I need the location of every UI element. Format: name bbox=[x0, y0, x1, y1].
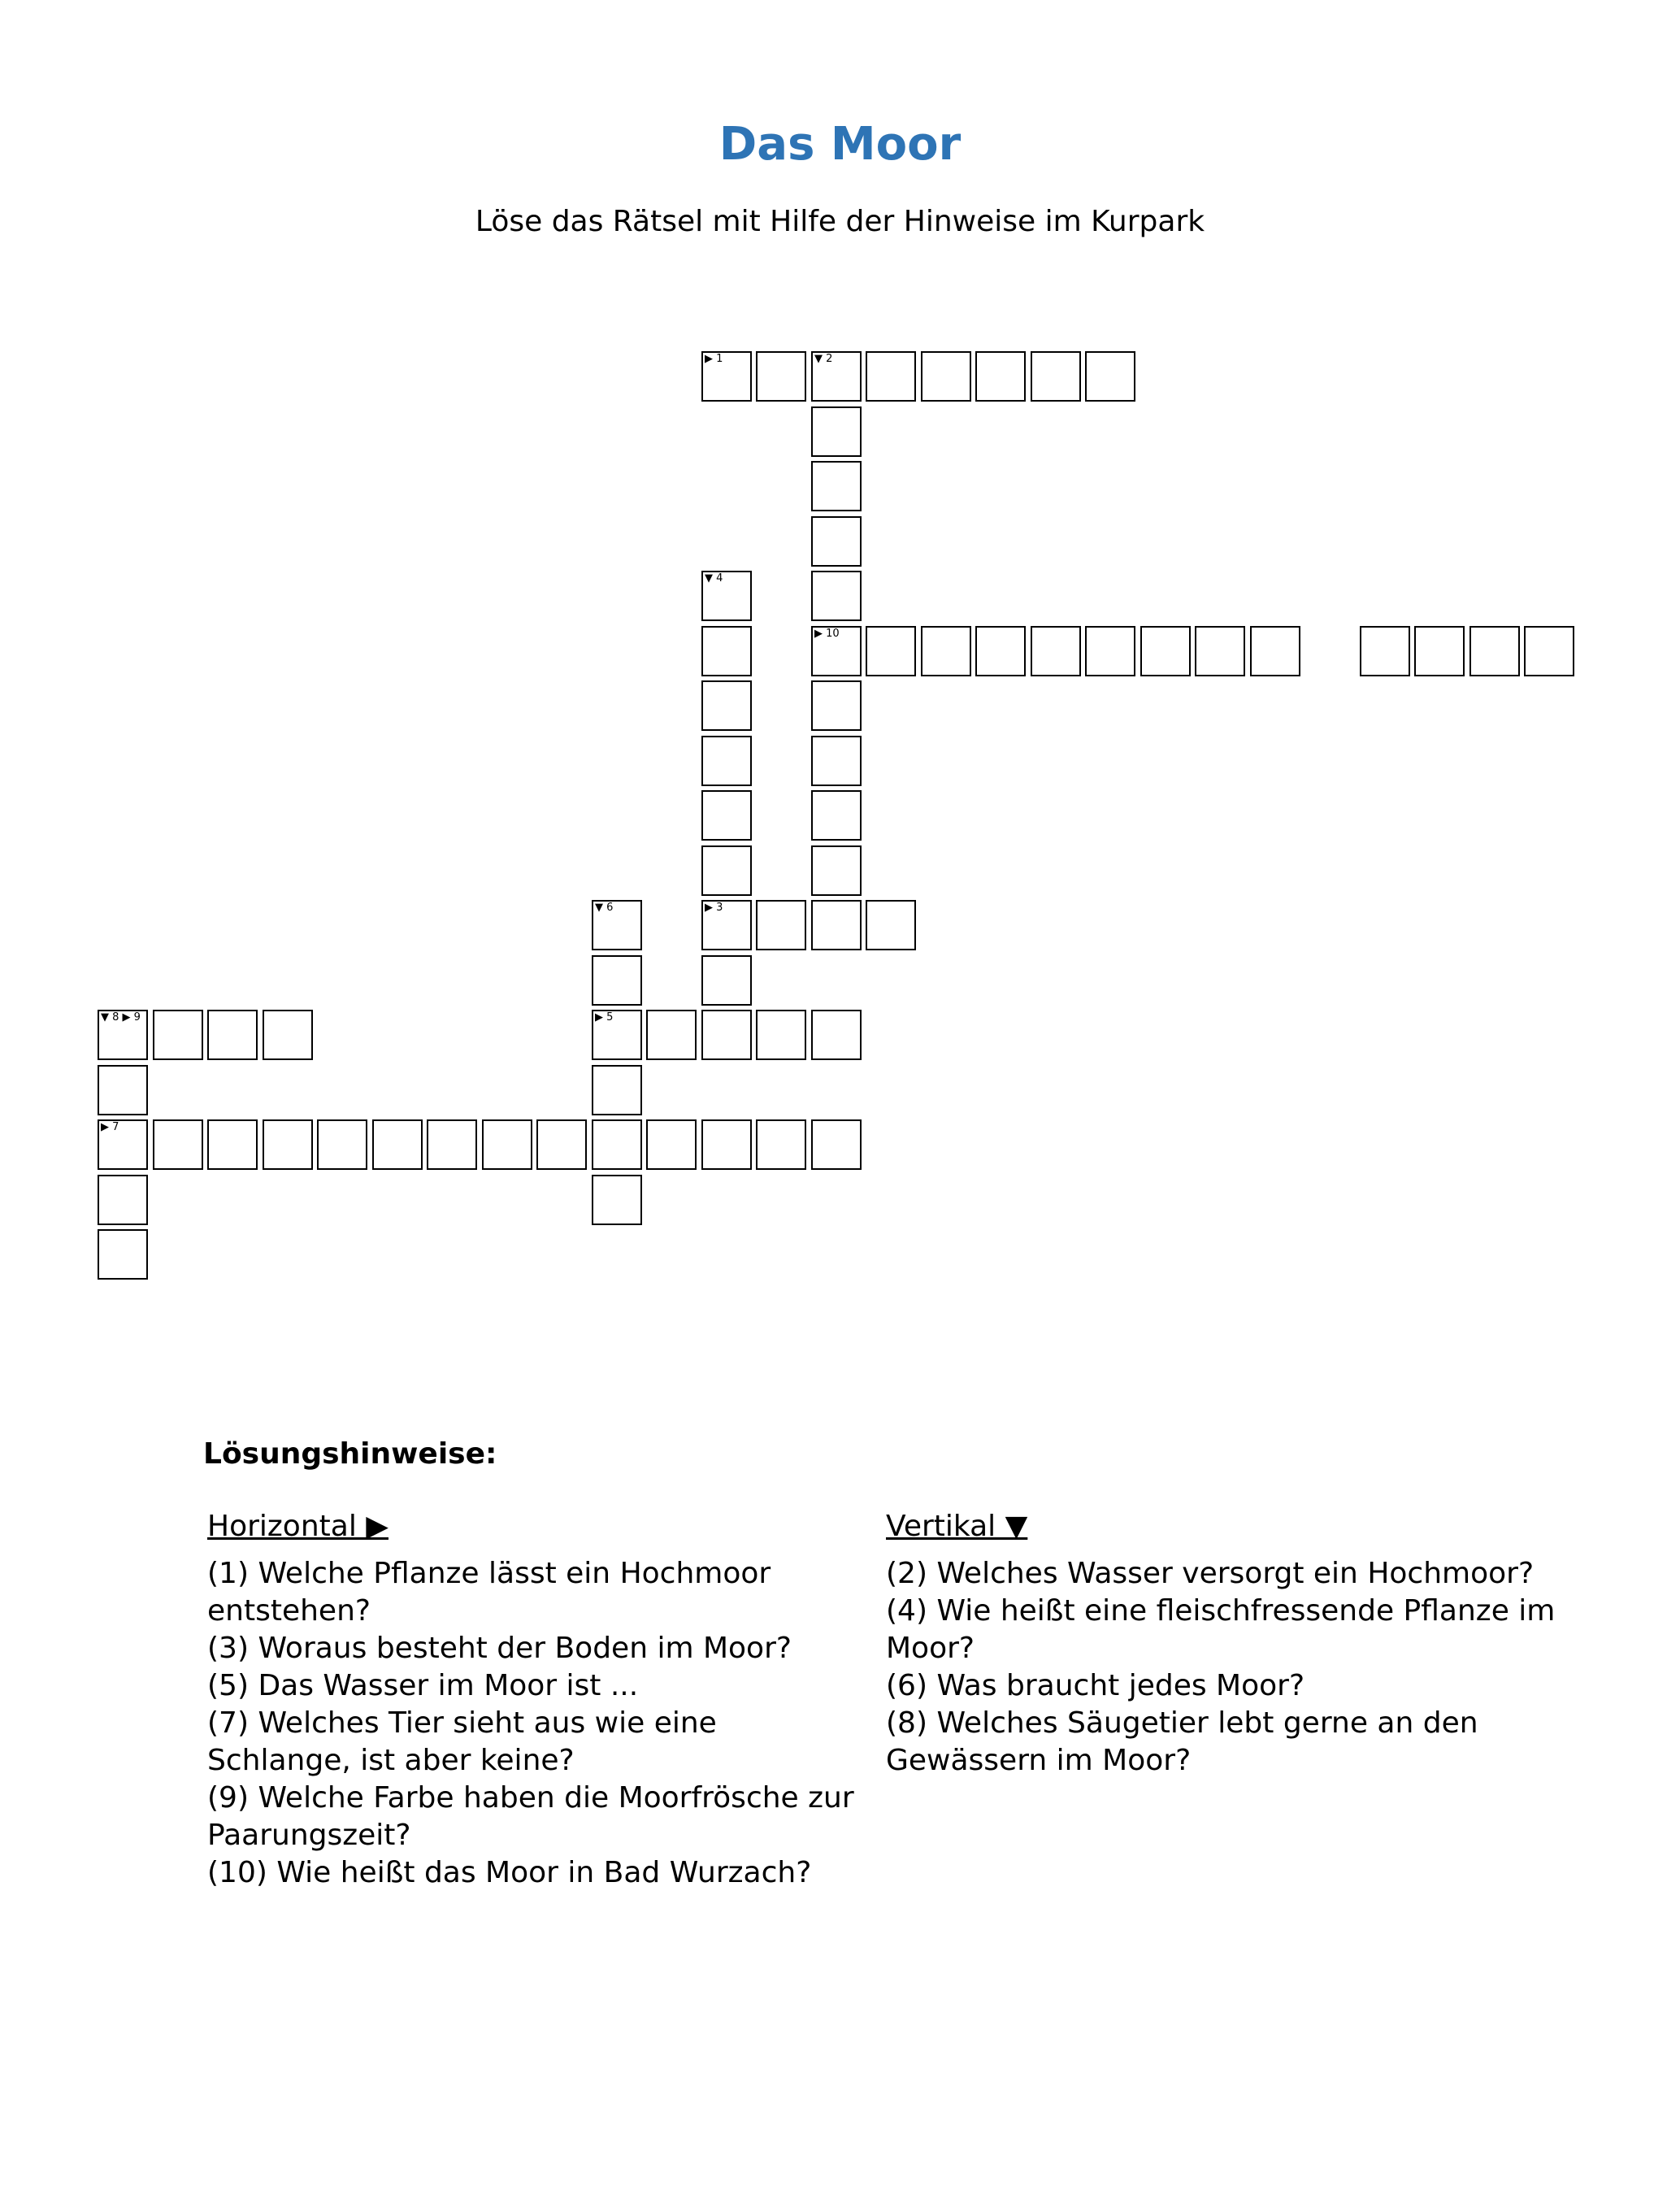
grid-cell[interactable] bbox=[701, 1119, 752, 1170]
grid-cell[interactable] bbox=[701, 351, 752, 402]
grid-cell[interactable] bbox=[811, 626, 862, 676]
grid-cell[interactable] bbox=[482, 1119, 532, 1170]
clue-number: ▶ 5 bbox=[595, 1011, 614, 1024]
grid-cell[interactable] bbox=[756, 1010, 806, 1060]
clue-horizontal-1: (1) Welche Pflanze lässt ein Hochmoor entstehen? bbox=[207, 1557, 771, 1628]
grid-cell[interactable] bbox=[756, 900, 806, 950]
vertical-heading: Vertikal ▼ bbox=[886, 1510, 1028, 1543]
grid-cell[interactable] bbox=[98, 1175, 148, 1225]
grid-cell[interactable] bbox=[592, 1175, 642, 1225]
clue-horizontal-7: (7) Welches Tier sieht aus wie eine Schlange, ist aber keine? bbox=[207, 1706, 717, 1777]
grid-cell[interactable] bbox=[921, 351, 971, 402]
grid-cell[interactable] bbox=[536, 1119, 587, 1170]
grid-cell[interactable] bbox=[811, 516, 862, 567]
grid-cell[interactable] bbox=[975, 351, 1026, 402]
grid-cell[interactable] bbox=[1414, 626, 1465, 676]
grid-cell[interactable] bbox=[153, 1119, 203, 1170]
grid-cell[interactable] bbox=[811, 790, 862, 841]
grid-cell[interactable] bbox=[811, 461, 862, 511]
grid-cell[interactable] bbox=[263, 1119, 313, 1170]
clue-vertical-8: (8) Welches Säugetier lebt gerne an den Gewässern im Moor? bbox=[886, 1706, 1478, 1777]
grid-cell[interactable] bbox=[592, 900, 642, 950]
grid-cell[interactable] bbox=[98, 1010, 148, 1060]
grid-cell[interactable] bbox=[1524, 626, 1574, 676]
grid-cell[interactable] bbox=[866, 626, 916, 676]
grid-cell[interactable] bbox=[592, 1010, 642, 1060]
grid-cell[interactable] bbox=[372, 1119, 423, 1170]
grid-cell[interactable] bbox=[701, 680, 752, 731]
clue-number: ▼ 6 bbox=[595, 902, 614, 914]
grid-cell[interactable] bbox=[701, 736, 752, 786]
grid-cell[interactable] bbox=[1085, 626, 1135, 676]
grid-cell[interactable] bbox=[1250, 626, 1300, 676]
grid-cell[interactable] bbox=[98, 1065, 148, 1115]
grid-cell[interactable] bbox=[701, 1010, 752, 1060]
grid-cell[interactable] bbox=[263, 1010, 313, 1060]
clue-number: ▶ 10 bbox=[814, 628, 840, 640]
clue-number: ▼ 4 bbox=[705, 572, 723, 585]
grid-cell[interactable] bbox=[701, 790, 752, 841]
clue-number: ▼ 2 bbox=[814, 353, 833, 365]
horizontal-clues bbox=[207, 1508, 857, 1892]
grid-cell[interactable] bbox=[592, 1119, 642, 1170]
grid-cell[interactable] bbox=[1360, 626, 1410, 676]
grid-cell[interactable] bbox=[701, 900, 752, 950]
grid-cell[interactable] bbox=[921, 626, 971, 676]
grid-cell[interactable] bbox=[811, 1119, 862, 1170]
grid-cell[interactable] bbox=[866, 351, 916, 402]
clue-horizontal-3: (3) Woraus besteht der Boden im Moor? bbox=[207, 1632, 792, 1665]
grid-cell[interactable] bbox=[646, 1010, 697, 1060]
grid-cell[interactable] bbox=[811, 845, 862, 896]
grid-cell[interactable] bbox=[592, 1065, 642, 1115]
grid-cell[interactable] bbox=[1195, 626, 1245, 676]
grid-cell[interactable] bbox=[975, 626, 1026, 676]
clue-number: ▶ 3 bbox=[705, 902, 723, 914]
clue-horizontal-9: (9) Welche Farbe haben die Moorfrösche zur Paarungszeit? bbox=[207, 1781, 854, 1852]
clue-number: ▶ 1 bbox=[705, 353, 723, 365]
grid-cell[interactable] bbox=[207, 1119, 258, 1170]
clue-vertical-2: (2) Welches Wasser versorgt ein Hochmoor? bbox=[886, 1557, 1535, 1590]
grid-cell[interactable] bbox=[1469, 626, 1520, 676]
hints-title: Lösungshinweise: bbox=[203, 1437, 497, 1471]
grid-cell[interactable] bbox=[153, 1010, 203, 1060]
grid-cell[interactable] bbox=[1140, 626, 1191, 676]
horizontal-heading: Horizontal ▶ bbox=[207, 1510, 389, 1543]
page-subtitle: Löse das Rätsel mit Hilfe der Hinweise im Kurpark bbox=[475, 205, 1205, 238]
grid-cell[interactable] bbox=[756, 1119, 806, 1170]
grid-cell[interactable] bbox=[427, 1119, 477, 1170]
grid-cell[interactable] bbox=[811, 900, 862, 950]
grid-cell[interactable] bbox=[1031, 626, 1081, 676]
grid-cell[interactable] bbox=[811, 736, 862, 786]
grid-cell[interactable] bbox=[701, 845, 752, 896]
grid-cell[interactable] bbox=[866, 900, 916, 950]
grid-cell[interactable] bbox=[701, 955, 752, 1006]
clue-horizontal-10: (10) Wie heißt das Moor in Bad Wurzach? bbox=[207, 1856, 812, 1889]
clue-number: ▼ 8 ▶ 9 bbox=[101, 1011, 141, 1024]
vertical-clues bbox=[886, 1508, 1577, 1780]
grid-cell[interactable] bbox=[701, 626, 752, 676]
clue-vertical-4: (4) Wie heißt eine fleischfressende Pflanze im Moor? bbox=[886, 1594, 1556, 1665]
grid-cell[interactable] bbox=[592, 955, 642, 1006]
grid-cell[interactable] bbox=[811, 351, 862, 402]
grid-cell[interactable] bbox=[701, 571, 752, 621]
clue-vertical-6: (6) Was braucht jedes Moor? bbox=[886, 1669, 1305, 1702]
grid-cell[interactable] bbox=[317, 1119, 367, 1170]
grid-cell[interactable] bbox=[811, 680, 862, 731]
grid-cell[interactable] bbox=[98, 1119, 148, 1170]
grid-cell[interactable] bbox=[756, 351, 806, 402]
grid-cell[interactable] bbox=[811, 1010, 862, 1060]
grid-cell[interactable] bbox=[1031, 351, 1081, 402]
grid-cell[interactable] bbox=[646, 1119, 697, 1170]
grid-cell[interactable] bbox=[207, 1010, 258, 1060]
grid-cell[interactable] bbox=[1085, 351, 1135, 402]
clue-horizontal-5: (5) Das Wasser im Moor ist ... bbox=[207, 1669, 639, 1702]
page-title: Das Moor bbox=[718, 118, 962, 171]
grid-cell[interactable] bbox=[98, 1229, 148, 1280]
grid-cell[interactable] bbox=[811, 571, 862, 621]
grid-cell[interactable] bbox=[811, 406, 862, 457]
clue-number: ▶ 7 bbox=[101, 1121, 119, 1133]
